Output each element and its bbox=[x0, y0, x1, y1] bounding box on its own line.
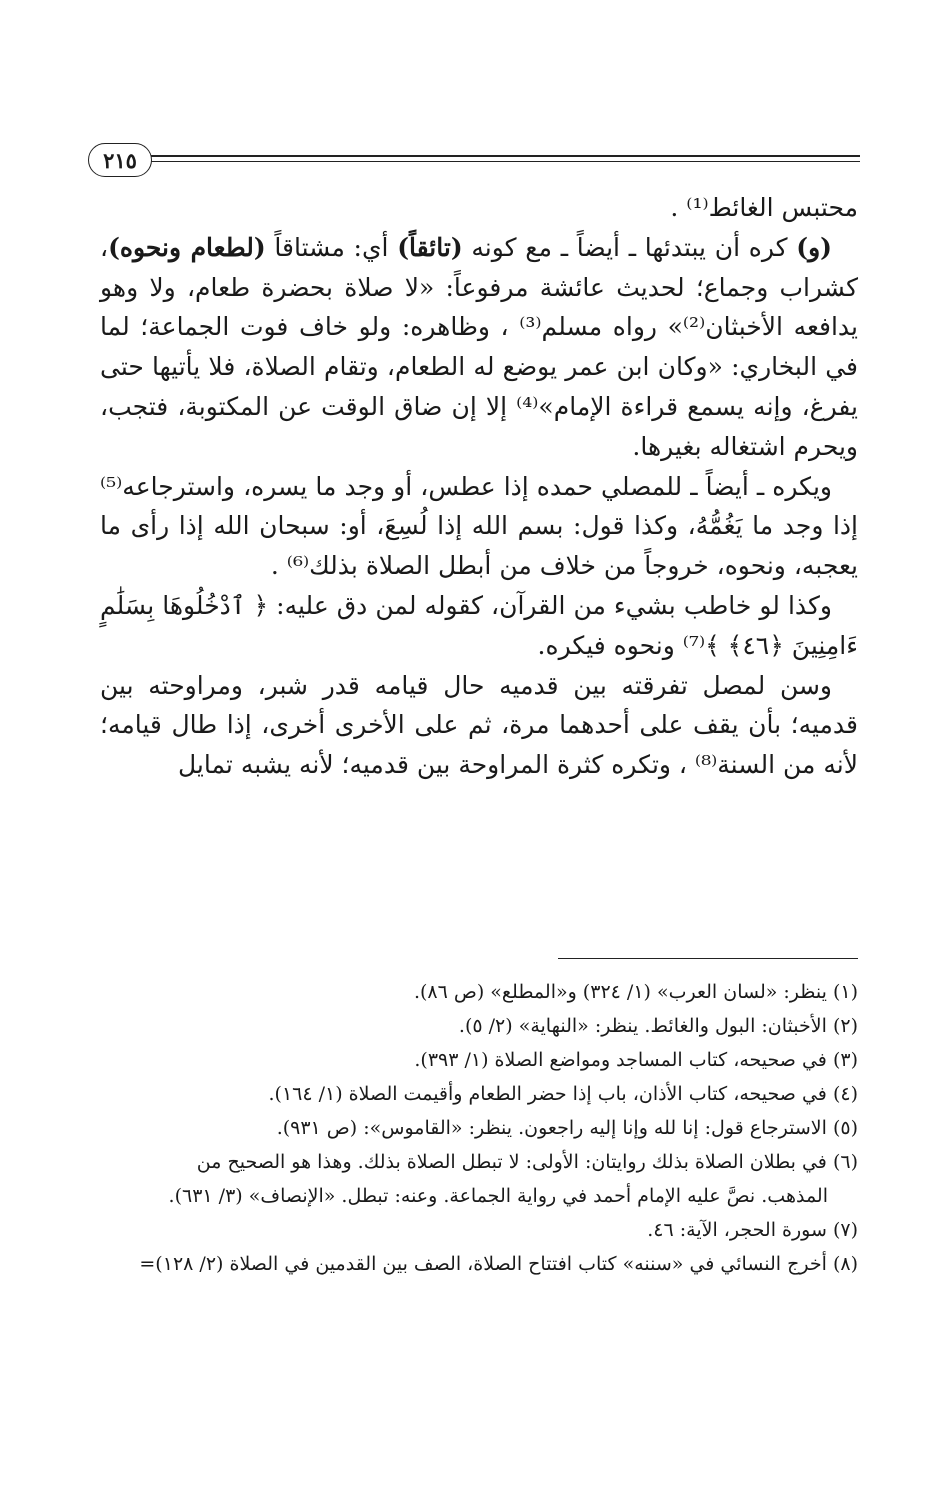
footnote-number: (٤) bbox=[832, 1083, 858, 1105]
footnote-2 bbox=[95, 1009, 858, 1043]
text-run: كره أن يبتدئها ـ أيضاً ـ مع كونه bbox=[462, 232, 797, 262]
paragraph-3: ويكره ـ أيضاً ـ للمصلي حمده إذا عطس، أو وجد ما يسره، واسترجاعه⁽⁵⁾ إذا وجد ما يَغُمُّهُ، وكذا قول: بسم الله إذا لُسِعَ، أو: سبحان الله إذا رأى ما يعجبه، ونحوه، خروجاً من خلاف من أبطل الصلاة بذلك⁽⁶⁾ . bbox=[100, 471, 858, 581]
footnote-text: سورة الحجر، الآية: ٤٦. bbox=[647, 1219, 827, 1241]
footnote-8 bbox=[95, 1247, 858, 1281]
paragraph-1: محتبس الغائط⁽¹⁾ . bbox=[670, 193, 858, 222]
footnote-number: (٦) bbox=[832, 1151, 858, 1173]
footnote-number: (٨) bbox=[832, 1253, 858, 1275]
footnote-6 bbox=[95, 1145, 858, 1179]
footnote-number: (٢) bbox=[832, 1015, 858, 1037]
footnote-text: الاسترجاع قول: إنا لله وإنا إليه راجعون. ينظر: «القاموس»: (ص ٩٣١). bbox=[276, 1117, 827, 1139]
footnote-3 bbox=[95, 1043, 858, 1077]
text-run: أي: مشتاقاً bbox=[265, 232, 398, 262]
footnote-text: ينظر: «لسان العرب» (١/ ٣٢٤) و«المطلع» (ص ٨٦). bbox=[413, 981, 827, 1003]
footnote-number: (٧) bbox=[832, 1219, 858, 1241]
footnote-text: أخرج النسائي في «سننه» كتاب افتتاح الصلاة، الصف بين القدمين في الصلاة (٢/ ١٢٨)= bbox=[139, 1253, 827, 1275]
bold-term: (و) bbox=[796, 232, 832, 262]
footnote-text: الأخبثان: البول والغائط. ينظر: «النهاية» (٢/ ٥). bbox=[458, 1015, 827, 1037]
main-text bbox=[100, 188, 858, 785]
paragraph-2 bbox=[100, 228, 858, 467]
paragraph-4: وكذا لو خاطب بشيء من القرآن، كقوله لمن دق عليه: ﴿ ٱدْخُلُوهَا بِسَلَٰمٍ ءَامِنِينَ ﴿٤٦﴾ ﴾⁽⁷⁾ ونحوه فيكره. bbox=[100, 590, 858, 660]
footnote-1 bbox=[95, 975, 858, 1009]
header-rule bbox=[140, 155, 860, 157]
footnote-number: (٣) bbox=[832, 1049, 858, 1071]
footnote-4 bbox=[95, 1077, 858, 1111]
footnote-number: (٥) bbox=[832, 1117, 858, 1139]
header-rule-thin bbox=[140, 161, 860, 162]
page-number: ٢١٥ bbox=[88, 143, 152, 177]
paragraph-5: وسن لمصل تفرقته بين قدميه حال قيامه قدر شبر، ومراوحته بين قدميه؛ بأن يقف على أحدهما مرة، ثم على الأخرى أخرى، إذا طال قيامه؛ لأنه من السنة⁽⁸⁾ ، وتكره كثرة المراوحة بين قدميه؛ لأنه يشبه تمايل bbox=[100, 670, 858, 780]
footnote-6-continued bbox=[95, 1179, 858, 1213]
text-run: ، كشراب وجماع؛ لحديث عائشة مرفوعاً: «لا صلاة بحضرة طعام، ولا وهو يدافعه الأخبثان⁽²⁾» رواه مسلم⁽³⁾ ، وظاهره: ولو خاف فوت الجماعة؛ لما في البخاري: «وكان ابن عمر يوضع له الطعام، وتقام الصلاة، فلا يأتيها حتى يفرغ، وإنه يسمع قراءة الإمام»⁽⁴⁾ إلا إن ضاق الوقت عن المكتوبة، فتجب، ويحرم اشتغاله بغيرها. bbox=[100, 232, 859, 461]
footnote-separator bbox=[558, 958, 858, 959]
bold-term: (تائقاً) bbox=[397, 232, 463, 262]
footnote-number: (١) bbox=[832, 981, 858, 1003]
footnote-text: في صحيحه، كتاب الأذان، باب إذا حضر الطعام وأقيمت الصلاة (١/ ١٦٤). bbox=[268, 1083, 827, 1105]
footnote-7 bbox=[95, 1213, 858, 1247]
bold-term: (لطعام ونحوه) bbox=[108, 232, 266, 262]
footnote-text: في بطلان الصلاة بذلك روايتان: الأولى: لا تبطل الصلاة بذلك. وهذا هو الصحيح من bbox=[196, 1151, 827, 1173]
footnotes bbox=[95, 975, 858, 1281]
footnote-5 bbox=[95, 1111, 858, 1145]
footnote-text: المذهب. نصَّ عليه الإمام أحمد في رواية الجماعة. وعنه: تبطل. «الإنصاف» (٣/ ٦٣١). bbox=[168, 1185, 828, 1207]
footnote-text: في صحيحه، كتاب المساجد ومواضع الصلاة (١/ ٣٩٣). bbox=[414, 1049, 827, 1071]
